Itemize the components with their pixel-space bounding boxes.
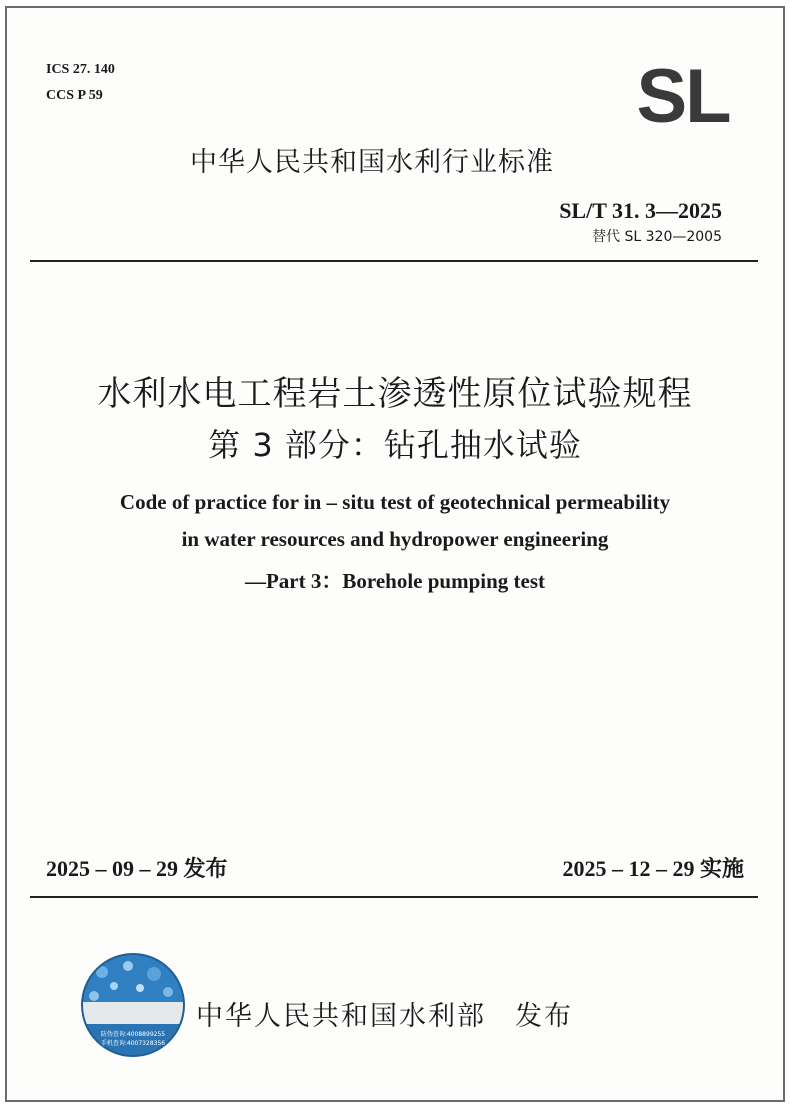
publisher: 中华人民共和国水利部 发布 <box>196 1001 573 1032</box>
seal-phone-line1: 防伪查询:4008899255 <box>100 1031 166 1038</box>
title-en-line2: in water resources and hydropower engineering <box>181 527 609 551</box>
ics-code: ICS 27. 140 <box>46 62 115 77</box>
ccs-code: CCS P 59 <box>46 88 103 103</box>
replaces-standard: 替代 SL 320—2005 <box>592 229 722 245</box>
title-en-line3: —Part 3：Borehole pumping test <box>244 569 546 593</box>
sl-logo <box>618 62 748 128</box>
title-en-line1: Code of practice for in – situ test of geotechnical permeability <box>119 490 671 514</box>
issue-date: 2025 – 09 – 29 发布 <box>46 856 228 881</box>
title-cn-line1: 水利水电工程岩土渗透性原位试验规程 <box>97 374 693 414</box>
bottom-divider <box>30 896 758 898</box>
sl-logo-text: SL <box>636 62 730 128</box>
standard-number: SL/T 31. 3—2025 <box>559 198 722 223</box>
seal-phone-line2: 手机查询:4007328356 <box>100 1040 166 1047</box>
anti-counterfeit-seal <box>80 952 186 1058</box>
standard-category: 中华人民共和国水利行业标准 <box>190 147 554 178</box>
implementation-date: 2025 – 12 – 29 实施 <box>562 856 744 881</box>
top-divider <box>30 260 758 262</box>
title-cn-line2: 第 3 部分：钻孔抽水试验 <box>208 426 582 464</box>
